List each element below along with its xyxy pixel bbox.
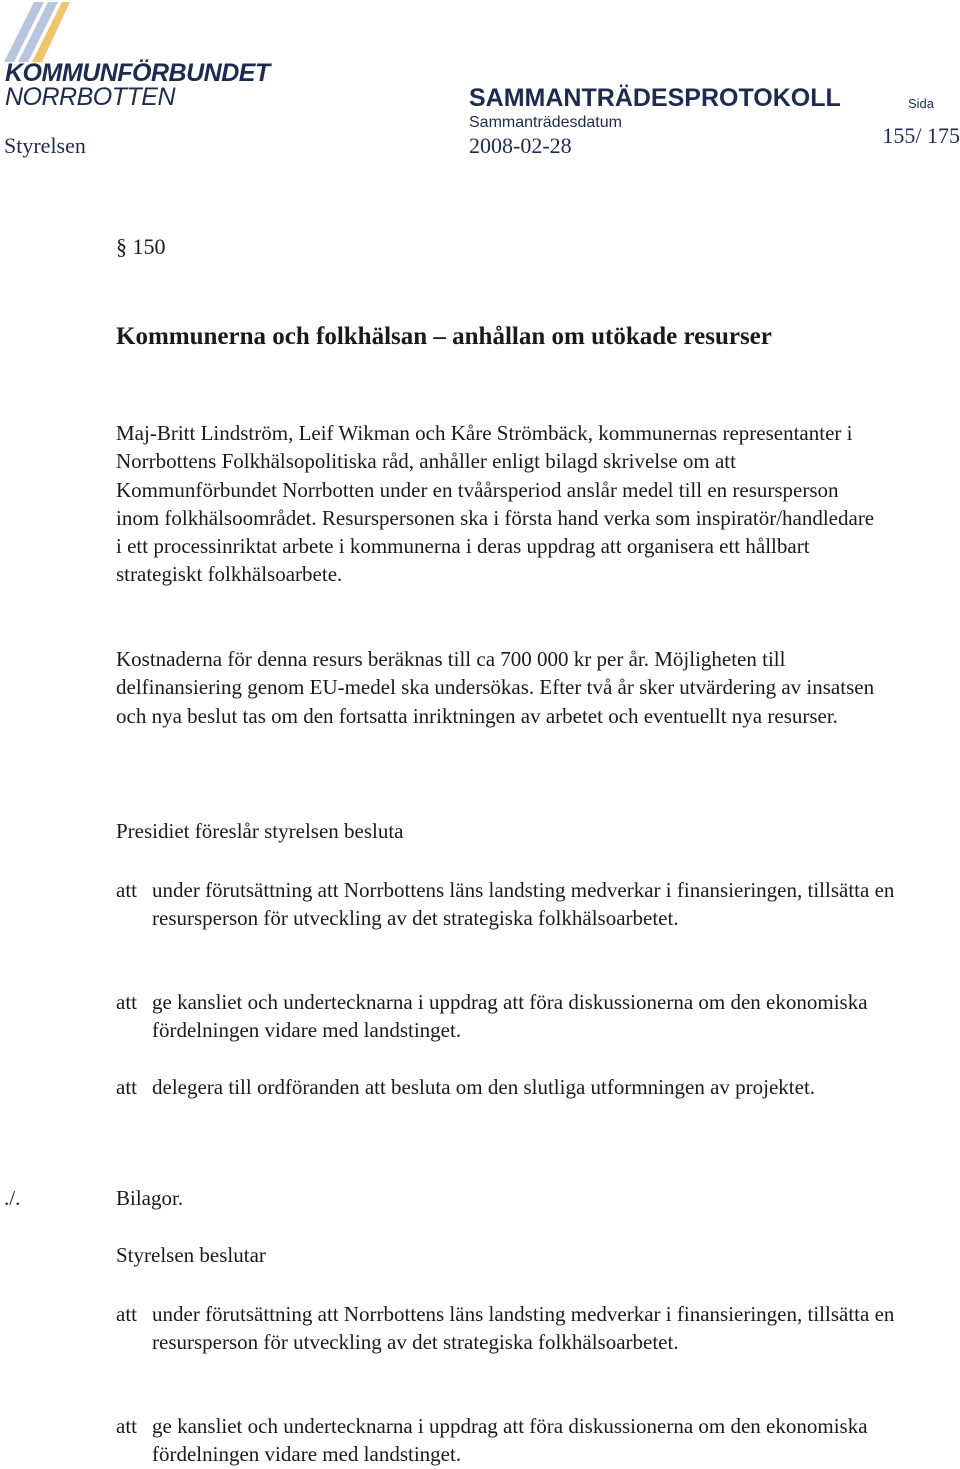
- page-number: 155/ 175: [882, 123, 960, 148]
- att-prefix: att: [116, 878, 137, 902]
- decision-title: Styrelsen beslutar: [116, 1243, 266, 1267]
- att-prefix: att: [116, 1414, 137, 1438]
- decision-item: [116, 1300, 896, 1357]
- proposal-item: [116, 988, 896, 1045]
- attachments-label: Bilagor.: [116, 1186, 184, 1210]
- document-title: SAMMANTRÄDESPROTOKOLL: [469, 84, 841, 112]
- logo-text-line2: NORRBOTTEN: [5, 83, 175, 111]
- proposal-item-text: ge kansliet och undertecknarna i uppdrag att föra diskussionerna om den ekonomiska fördelningen vidare med landstinget.: [152, 990, 868, 1043]
- proposal-item: [116, 1073, 896, 1101]
- attachment-marker: ./.: [4, 1186, 21, 1210]
- section-heading: Kommunerna och folkhälsan – anhållan om utökade resurser: [116, 323, 772, 350]
- decision-item-text: under förutsättning att Norrbottens läns landsting medverkar i finansieringen, tillsätta en resursperson för utveckling av det strategiska folkhälsoarbetet.: [152, 1302, 895, 1355]
- att-prefix: att: [116, 990, 137, 1014]
- logo-text-line1: KOMMUNFÖRBUNDET: [5, 59, 270, 87]
- proposal-item-text: under förutsättning att Norrbottens läns landsting medverkar i finansieringen, tillsätta en resursperson för utveckling av det strategiska folkhälsoarbetet.: [152, 878, 895, 931]
- decision-item: [116, 1412, 896, 1469]
- att-prefix: att: [116, 1075, 137, 1099]
- board-name: Styrelsen: [4, 133, 86, 158]
- proposal-item: [116, 876, 896, 933]
- meeting-date-label: Sammanträdesdatum: [469, 114, 622, 131]
- att-prefix: att: [116, 1302, 137, 1326]
- body-paragraph: Kostnaderna för denna resurs beräknas till ca 700 000 kr per år. Möjligheten till delfinansiering genom EU-medel ska undersökas. Efter två år sker utvärdering av insatsen och nya beslut tas om den fortsatta inriktningen av arbetet och eventuellt nya resurser.: [116, 647, 875, 728]
- page-label: Sida: [908, 96, 935, 111]
- logo-stripes-icon: [4, 2, 70, 62]
- body-paragraph: Maj-Britt Lindström, Leif Wikman och Kåre Strömbäck, kommunernas representanter i Norrbottens Folkhälsopolitiska råd, anhåller enligt bilagd skrivelse om att Kommunförbundet Norrbotten under en tvåårsperiod anslår medel till en resursperson inom folkhälsoområdet. Resurspersonen ska i första hand verka som inspiratör/handledare i ett processinriktat arbete i kommunerna i deras uppdrag att organisera ett hållbart strategiskt folkhälsoarbete.: [116, 421, 875, 587]
- decision-item-text: ge kansliet och undertecknarna i uppdrag att föra diskussionerna om den ekonomiska fördelningen vidare med landstinget.: [152, 1414, 868, 1467]
- proposal-title: Presidiet föreslår styrelsen besluta: [116, 819, 404, 843]
- proposal-item-text: delegera till ordföranden att besluta om den slutliga utformningen av projektet.: [152, 1075, 816, 1099]
- meeting-date-value: 2008-02-28: [469, 133, 572, 158]
- section-number: § 150: [116, 234, 166, 259]
